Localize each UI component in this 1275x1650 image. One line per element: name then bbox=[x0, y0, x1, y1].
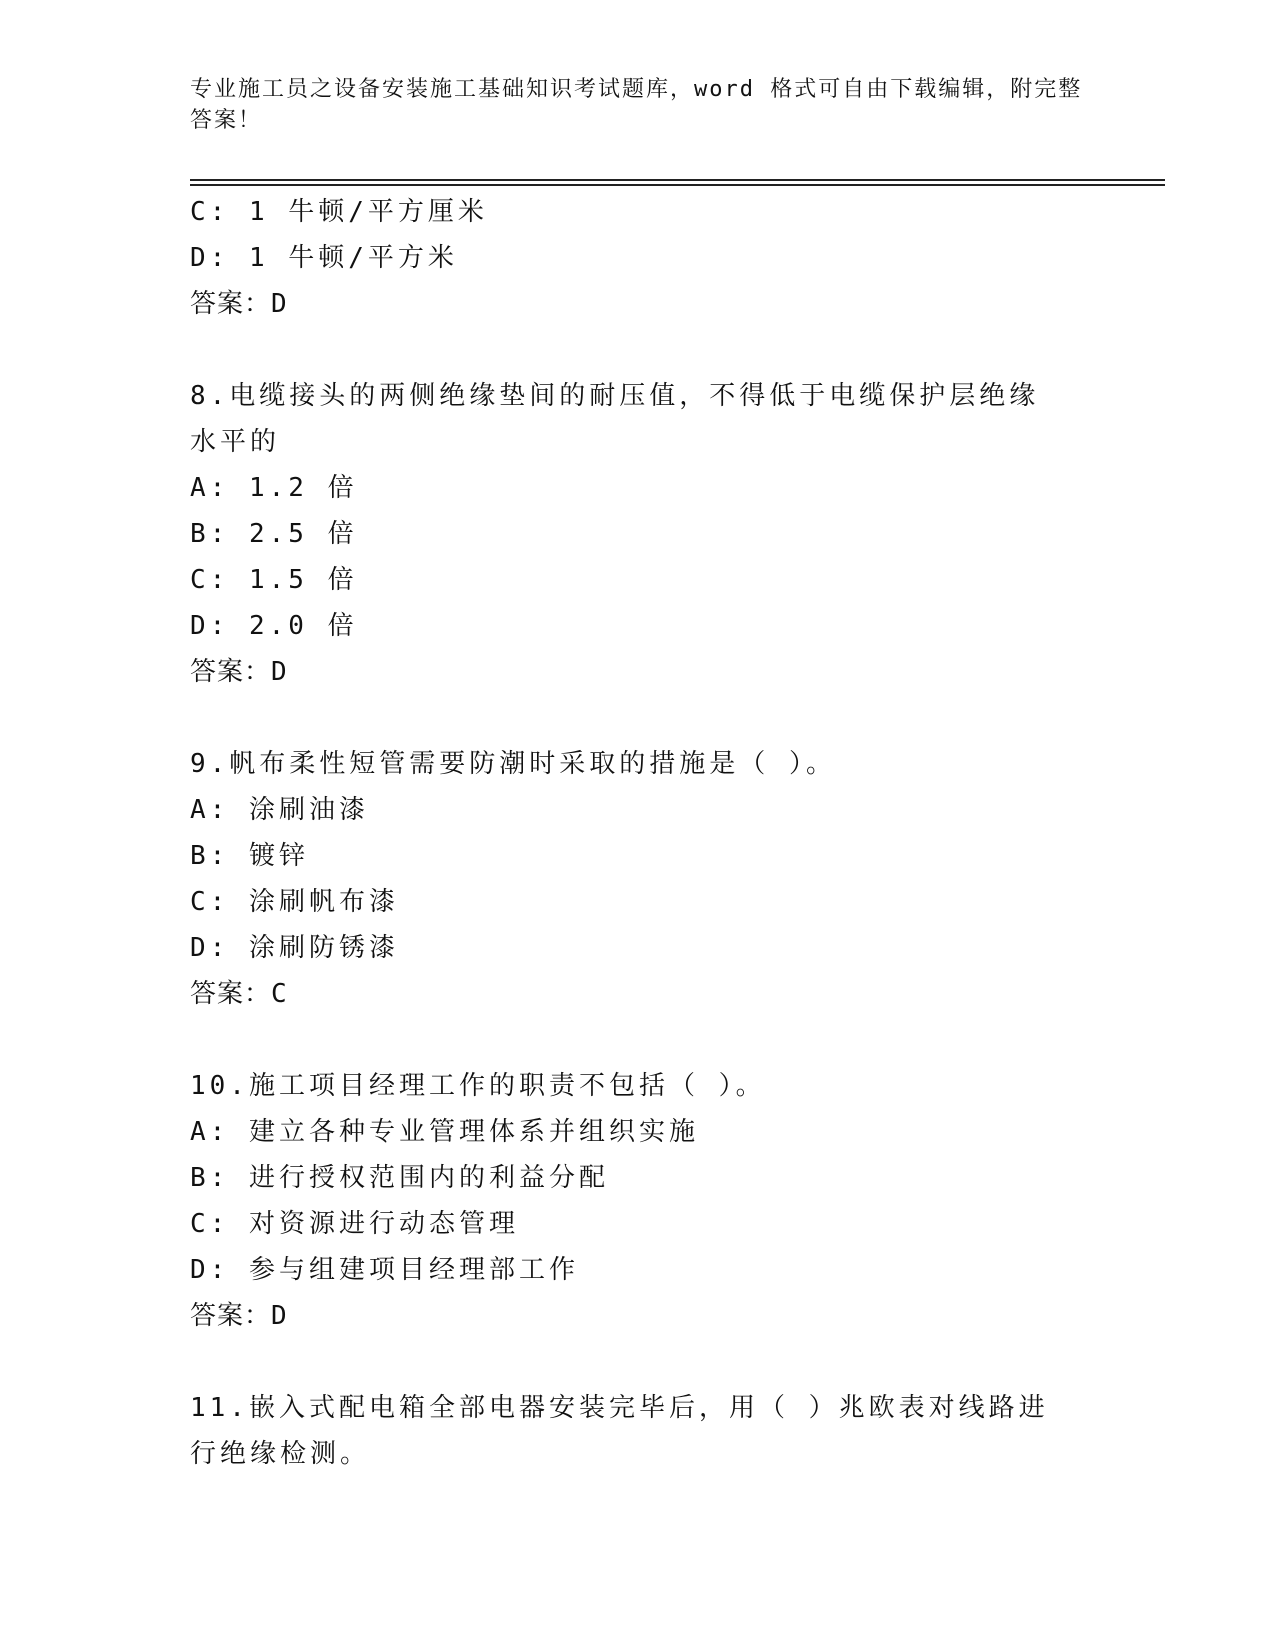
spacer bbox=[190, 1017, 1090, 1063]
question-11 bbox=[190, 1385, 1090, 1477]
answer-value: C bbox=[271, 979, 288, 1009]
spacer bbox=[190, 1339, 1090, 1385]
option-c: C: 对资源进行动态管理 bbox=[190, 1209, 519, 1239]
answer-value: D bbox=[271, 289, 288, 319]
header-divider-bottom bbox=[190, 184, 1165, 186]
option-c: C: 1.5 倍 bbox=[190, 565, 358, 595]
option-c: C: 涂刷帆布漆 bbox=[190, 887, 399, 917]
option-a: A: 涂刷油漆 bbox=[190, 795, 369, 825]
option-d: D: 参与组建项目经理部工作 bbox=[190, 1255, 579, 1285]
option-c: C: 1 牛顿/平方厘米 bbox=[190, 197, 488, 227]
question-9 bbox=[190, 741, 1090, 1017]
spacer bbox=[190, 327, 1090, 373]
header-divider-top bbox=[190, 179, 1165, 181]
answer-label: 答案： bbox=[190, 1301, 272, 1331]
answer-label: 答案： bbox=[190, 657, 272, 687]
question-list bbox=[190, 189, 1090, 1477]
question-8 bbox=[190, 373, 1090, 695]
option-b: B: 镀锌 bbox=[190, 841, 309, 871]
answer-label: 答案： bbox=[190, 289, 272, 319]
question-text: 11.嵌入式配电箱全部电器安装完毕后，用（ ）兆欧表对线路进行绝缘检测。 bbox=[190, 1393, 1049, 1469]
question-text: 8.电缆接头的两侧绝缘垫间的耐压值，不得低于电缆保护层绝缘水平的 bbox=[190, 381, 1040, 457]
option-b: B: 2.5 倍 bbox=[190, 519, 358, 549]
answer-line bbox=[190, 281, 1090, 327]
option-d: D: 1 牛顿/平方米 bbox=[190, 243, 458, 273]
option-d: D: 涂刷防锈漆 bbox=[190, 933, 399, 963]
answer-line bbox=[190, 1293, 1090, 1339]
question-text: 9.帆布柔性短管需要防潮时采取的措施是（ ）。 bbox=[190, 749, 836, 779]
question-10 bbox=[190, 1063, 1090, 1339]
option-a: A: 1.2 倍 bbox=[190, 473, 358, 503]
document-header: 专业施工员之设备安装施工基础知识考试题库，word 格式可自由下载编辑，附完整答案！ bbox=[190, 77, 1083, 133]
question-text: 10.施工项目经理工作的职责不包括（ ）。 bbox=[190, 1071, 766, 1101]
answer-line bbox=[190, 649, 1090, 695]
answer-value: D bbox=[271, 1301, 288, 1331]
prev-question-tail bbox=[190, 189, 1090, 327]
option-d: D: 2.0 倍 bbox=[190, 611, 358, 641]
answer-label: 答案： bbox=[190, 979, 272, 1009]
spacer bbox=[190, 695, 1090, 741]
answer-value: D bbox=[271, 657, 288, 687]
answer-line bbox=[190, 971, 1090, 1017]
option-b: B: 进行授权范围内的利益分配 bbox=[190, 1163, 609, 1193]
option-a: A: 建立各种专业管理体系并组织实施 bbox=[190, 1117, 699, 1147]
